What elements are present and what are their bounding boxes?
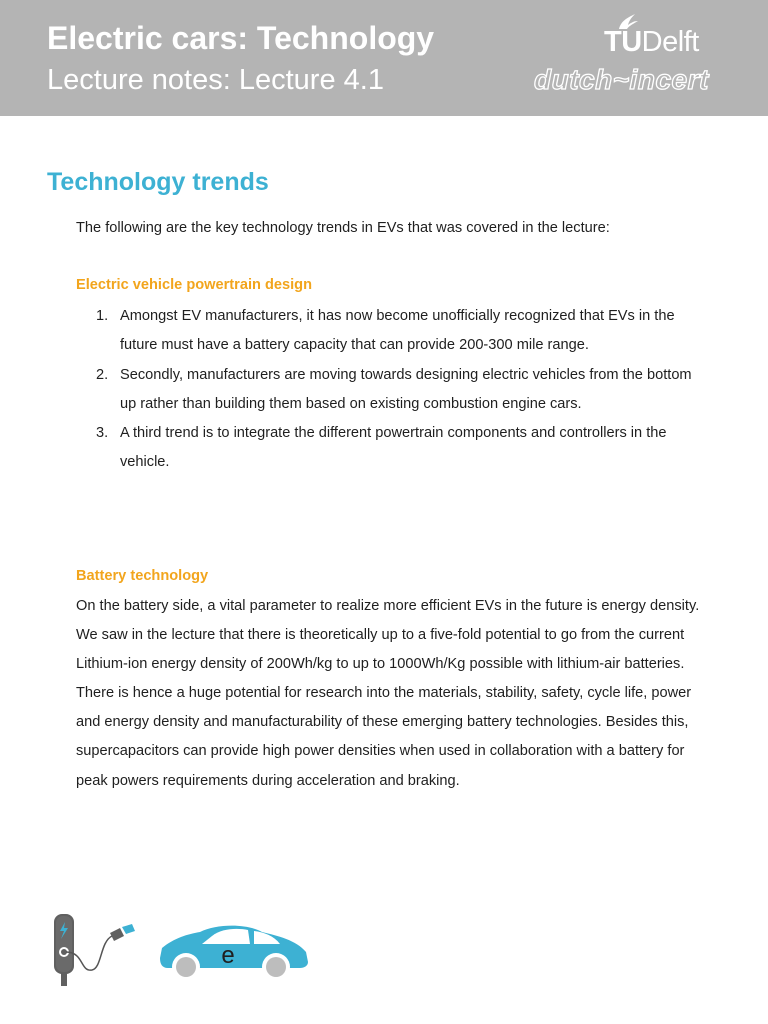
tu-delft-logo bbox=[604, 26, 724, 66]
powertrain-trend-list bbox=[76, 302, 696, 478]
list-item-number: 2. bbox=[96, 366, 109, 383]
intro-text: The following are the key technology trends in EVs that was covered in the lecture: bbox=[76, 220, 610, 236]
battery-heading: Battery technology bbox=[76, 568, 209, 584]
list-item bbox=[76, 419, 696, 478]
section-title: Technology trends bbox=[47, 168, 269, 196]
list-item bbox=[76, 302, 696, 361]
list-item-text: Secondly, manufacturers are moving towards designing electric vehicles from the bottom up rather than building them based on existing combustion engine cars. bbox=[120, 366, 692, 412]
dutch-incert-logo: dutch~incert bbox=[534, 64, 709, 95]
document-title: Electric cars: Technology bbox=[47, 20, 435, 56]
tu-logo-text: TU bbox=[604, 26, 642, 58]
battery-paragraph: On the battery side, a vital parameter to realize more efficient EVs in the future is energy density. We saw in the lecture that there is theoretically up to a five-fold potential to go from the current Lithium-ion energy density of 200Wh/kg to up to 1000Wh/Kg possible with lithium-air batteries. There is hence a huge potential for research into the materials, stability, safety, cycle life, power and energy density and manufacturability of these emerging battery technologies. Besides this, supercapacitors can provide high power densities when used in collaboration with a battery for peak powers requirements during acceleration and braking. bbox=[76, 598, 700, 789]
list-item-text: A third trend is to integrate the different powertrain components and controllers in the vehicle. bbox=[120, 425, 667, 471]
list-item-number: 1. bbox=[96, 308, 109, 324]
charging-station-icon bbox=[44, 912, 144, 988]
document-subtitle: Lecture notes: Lecture 4.1 bbox=[47, 64, 384, 96]
delft-logo-text: Delft bbox=[641, 26, 699, 58]
powertrain-heading: Electric vehicle powertrain design bbox=[76, 277, 313, 293]
list-item-text: Amongst EV manufacturers, it has now become unofficially recognized that EVs in the future must have a battery capacity that can provide 200-300 mile range. bbox=[120, 308, 675, 354]
car-e-label: e bbox=[221, 942, 235, 969]
header-banner bbox=[0, 0, 768, 116]
list-item-number: 3. bbox=[96, 425, 109, 442]
list-item bbox=[76, 361, 696, 420]
electric-car-icon bbox=[156, 918, 312, 982]
